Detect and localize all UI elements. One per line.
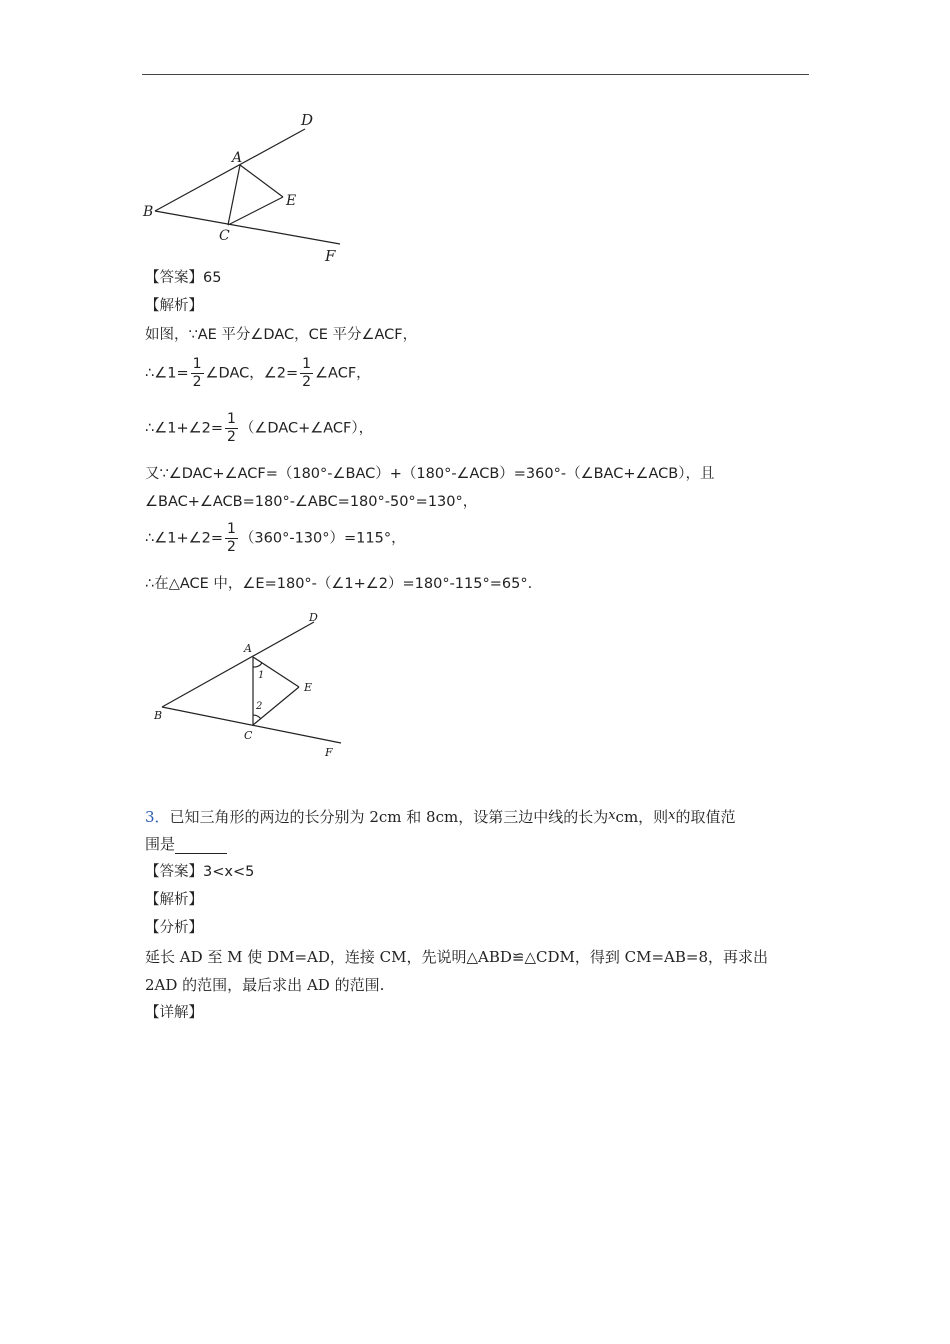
label-e: E [304,681,313,694]
q2-line2: ∴∠1= $\frac{1}{2}$ ∠DAC，∠2= $\frac{1}{2}$ ∠ACF， [145,356,371,390]
line-bd [155,129,305,211]
q2-line1: 如图，∵AE 平分∠DAC，CE 平分∠ACF， [145,327,418,343]
figure-2 [148,610,348,760]
line-bd [162,622,314,707]
label-angle-1: 1 [258,670,265,681]
label-f: F [325,746,333,759]
q2-line3: ∴∠1+∠2= $\frac{1}{2}$ （∠DAC+∠ACF）， [145,411,374,445]
q3-fenxi-line2: 2AD 的范围，最后求出 AD 的范围. [145,976,385,994]
label-b: B [154,709,163,722]
q2-analysis-header: 【解析】 [145,298,203,314]
q3-fenxi-line1: 延长 AD 至 M 使 DM=AD，连接 CM，先说明△ABD≌△CDM，得到 CM=AB=8，再求出 [145,948,768,966]
line-ce [228,197,283,225]
q3-fenxi-header: 【分析】 [145,920,203,936]
q3-question-line2: 围是 [145,834,227,854]
label-d: D [309,611,318,624]
label-angle-2: 2 [256,701,263,712]
q3-question-line1: 3．已知三角形的两边的长分别为 2cm 和 8cm，设第三边中线的长为xcm，则x的取值范 [145,808,736,826]
label-c: C [219,228,230,244]
q2-line4: 又∵∠DAC+∠ACF=（180°-∠BAC）+（180°-∠ACB）=360°-（∠BAC+∠ACB），且 [145,466,715,482]
line-ac [228,165,240,225]
angle-1-arc [253,663,262,667]
label-b: B [143,204,154,220]
label-d: D [301,111,314,129]
angle-2-arc [253,715,261,719]
fraction: $\frac{1}{2}$ [226,411,236,445]
fraction: $\frac{1}{2}$ [192,356,202,390]
fraction: $\frac{1}{2}$ [302,356,312,390]
q3-number: 3． [145,808,170,826]
figure-1 [140,108,350,268]
fraction: $\frac{1}{2}$ [226,521,236,555]
q2-line6: ∴∠1+∠2= $\frac{1}{2}$ （360°-130°）=115°， [145,521,406,555]
line-bf [155,211,340,244]
q2-answer: 【答案】65 [145,270,222,286]
label-e: E [286,193,297,209]
header-rule [142,74,809,75]
q2-line5: ∠BAC+∠ACB=180°-∠ABC=180°-50°=130°， [145,494,478,510]
q3-detail-header: 【详解】 [145,1005,203,1021]
q2-line7: ∴在△ACE 中，∠E=180°-（∠1+∠2）=180°-115°=65°. [145,576,533,592]
q3-analysis-header: 【解析】 [145,892,203,908]
label-a: A [244,642,252,655]
answer-blank [175,839,227,854]
label-a: A [232,150,243,166]
label-c: C [244,729,253,742]
line-ae [240,165,283,197]
q3-answer: 【答案】3<x<5 [145,864,255,880]
label-f: F [325,247,336,265]
